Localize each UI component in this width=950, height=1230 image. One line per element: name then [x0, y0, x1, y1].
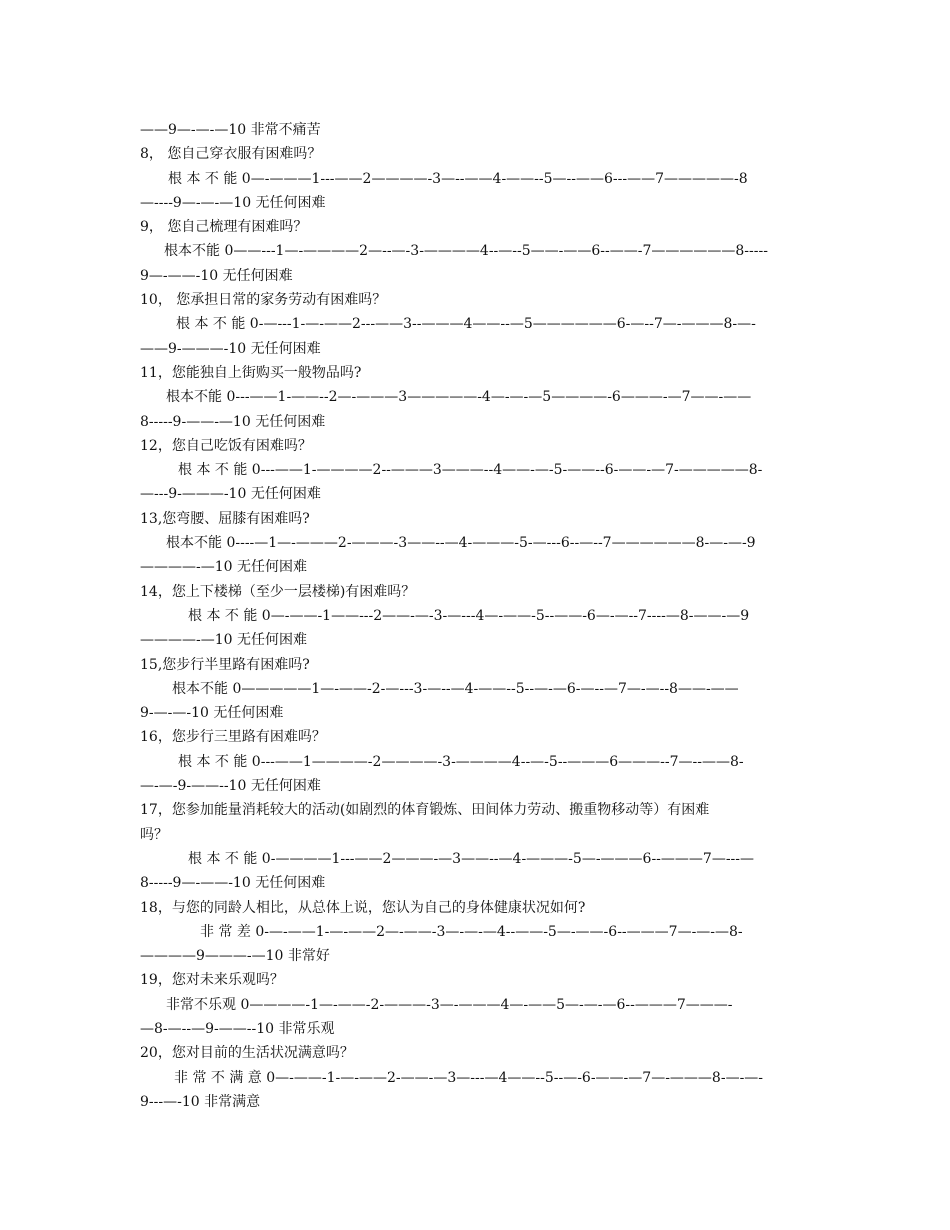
- scale-line: 根 本 不 能 0-—---1-—-——2---——3--———4——--—5——————6-—--7—-———8-—-: [176, 316, 756, 333]
- questionnaire-page: [140, 118, 812, 1114]
- scale-line: 根 本 不 能 0—-——-1——---2——-—-3-—---4—-——-5--——-6—-—--7----—8-——-—9: [188, 607, 750, 624]
- scale-line: 根本不能 0——---1—-————2—--—-3-————4--—--5——-——6--——-7——————8-----: [164, 243, 768, 260]
- question-17: 17，您参加能量消耗较大的活动(如剧烈的体育锻炼、田间体力劳动、搬重物移动等）有困难: [140, 802, 710, 819]
- scale-line: 根本不能 0—————1—-——-2-—---3-—--—4-——--5--—-—6-—--—7—-—--8——-——: [172, 680, 739, 697]
- scale-continuation-line: ——9—-—-—10 非常不痛苦: [140, 122, 321, 138]
- scale-continuation-line: 8-----9-——-—10 无任何困难: [140, 413, 326, 430]
- scale-continuation-line: —-—-9-——--10 无任何困难: [140, 778, 321, 795]
- scale-continuation-line: 9---—-10 非常满意: [140, 1093, 261, 1110]
- question-12: 12，您自己吃饭有困难吗？: [140, 437, 312, 454]
- scale-continuation-line: —---9-———-10 无任何困难: [140, 486, 321, 503]
- scale-line: 根本不能 0---——1-——--2—-———3—————-4—-—-—5————-6———-—7——-——: [166, 389, 752, 406]
- scale-line: 根本不能 0----—1—-———2-———-3——--—4-———-5-—---6--—--7——————8-—-—-9: [166, 535, 756, 552]
- scale-continuation-line: 9-—-—-10 无任何困难: [140, 705, 284, 722]
- question-9: 9， 您自己梳理有困难吗？: [140, 219, 308, 236]
- scale-continuation-line: —----9—-—-—10 无任何困难: [140, 194, 326, 211]
- question-11: 11，您能独自上街购买一般物品吗?: [140, 364, 362, 381]
- scale-line: 非常不乐观 0————-1—-——-2-———-3—-———4—-——5—-—-—6--———7———-: [166, 996, 733, 1013]
- question-10: 10， 您承担日常的家务劳动有困难吗？: [140, 292, 387, 309]
- question-8: 8， 您自己穿衣服有困难吗？: [140, 146, 322, 163]
- scale-continuation-line: ————-—10 无任何困难: [140, 559, 307, 576]
- scale-continuation-line: 8-----9—-——-10 无任何困难: [140, 875, 326, 892]
- scale-line: 非 常 差 0-—-——1-—-——2—-——-3—-—-—4--——-5—-——-6--———7—-—-—8-: [200, 923, 743, 940]
- scale-line: 非 常 不 满 意 0—-——-1-—-——2-——-—3—---—4——--5--—-6-——-—7—-———8-—-—-: [174, 1069, 764, 1086]
- question-20: 20，您对目前的生活状况满意吗？: [140, 1045, 354, 1062]
- scale-continuation-line: ——9-———-10 无任何困难: [140, 340, 321, 357]
- question-14: 14，您上下楼梯（至少一层楼梯)有困难吗？: [140, 583, 416, 600]
- scale-continuation-line: ————9———-—10 非常好: [140, 948, 330, 965]
- scale-line: 根 本 不 能 0-————1---——2———-—3——--—4-———-5—-———6--———7—---—: [188, 850, 755, 867]
- scale-continuation-line: —8-—--—9-——--10 非常乐观: [140, 1020, 335, 1037]
- question-15: 15,您步行半里路有困难吗?: [140, 656, 310, 673]
- scale-line: 根 本 不 能 0—-———1---——2————-3—--——4-——--5—--——6---——7—————-8: [168, 170, 748, 187]
- question-19: 19，您对未来乐观吗？: [140, 972, 284, 989]
- scale-line: 根 本 不 能 0---——1————-2————-3-————4--—-5--———6———--7—--——8-: [178, 753, 744, 770]
- scale-continuation-line: ————-—10 无任何困难: [140, 632, 307, 649]
- question-13: 13,您弯腰、屈膝有困难吗?: [140, 510, 310, 527]
- question-16: 16，您步行三里路有困难吗？: [140, 729, 326, 746]
- scale-continuation-line: 9—-——-10 无任何困难: [140, 267, 293, 284]
- scale-line: 根 本 不 能 0---——1-————2--———3———--4——-—-5-——--6-——-—7-—————8-: [178, 462, 763, 479]
- question-17-continuation: 吗？: [140, 826, 168, 843]
- question-18: 18，与您的同龄人相比，从总体上说，您认为自己的身体健康状况如何?: [140, 899, 586, 916]
